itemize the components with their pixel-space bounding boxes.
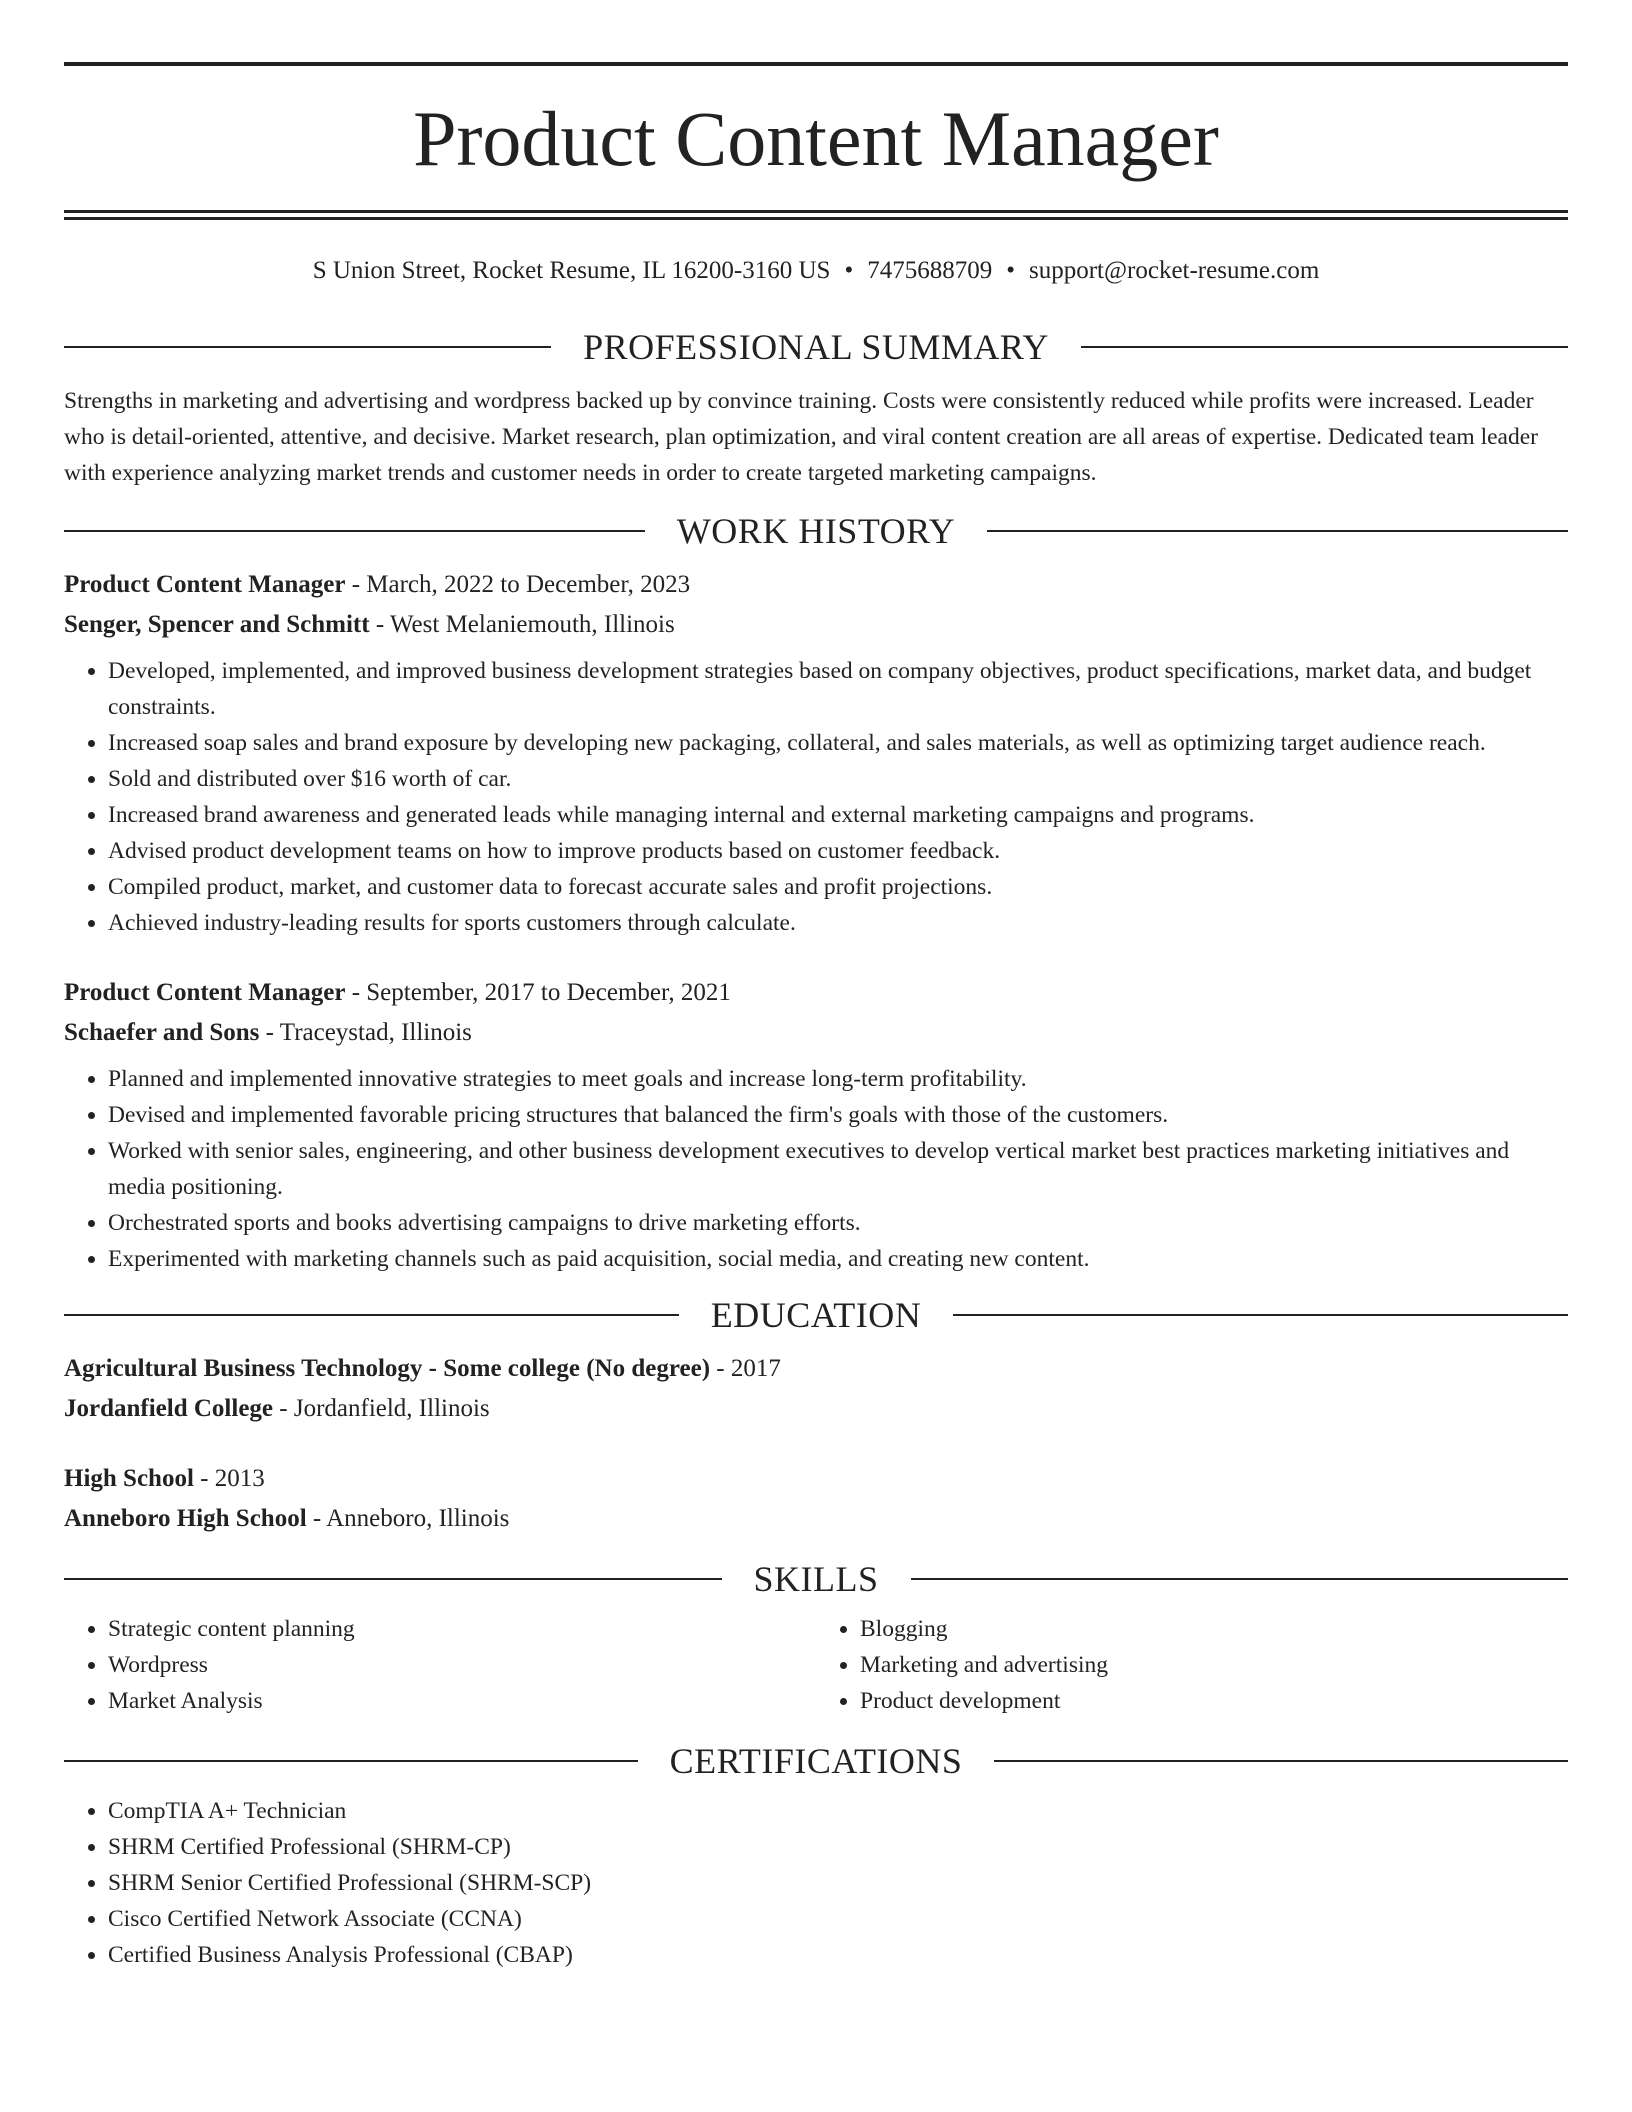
contact-phone: 7475688709	[867, 257, 993, 284]
job-entry	[64, 565, 1568, 941]
education-entry	[64, 1349, 1568, 1429]
list-item: • SHRM Senior Certified Professional (SHRM-SCP)	[108, 1865, 1568, 1901]
degree: High School	[64, 1465, 194, 1492]
list-item: • Certified Business Analysis Professional (CBAP)	[108, 1937, 1568, 1973]
list-item: • Achieved industry-leading results for sports customers through calculate.	[108, 905, 1568, 941]
heading-rule	[64, 346, 551, 348]
contact-line	[64, 258, 1568, 283]
school-name: Jordanfield College	[64, 1395, 274, 1422]
section-title: CERTIFICATIONS	[669, 1741, 963, 1781]
list-item: • Sold and distributed over $16 worth of car.	[108, 761, 1568, 797]
heading-rule	[911, 1578, 1569, 1580]
section-title: PROFESSIONAL SUMMARY	[583, 327, 1049, 367]
job-title: Product Content Manager	[64, 571, 346, 598]
job-bullets	[64, 653, 1568, 941]
heading-rule	[64, 1760, 638, 1762]
heading-rule	[64, 1578, 722, 1580]
list-item: • Blogging	[860, 1611, 1568, 1647]
heading-rule	[994, 1760, 1568, 1762]
skills-grid	[64, 1611, 1568, 1719]
list-item: • Devised and implemented favorable pricing structures that balanced the firm's goals with those of the customers.	[108, 1097, 1568, 1133]
list-item: • Compiled product, market, and customer data to forecast accurate sales and profit projections.	[108, 869, 1568, 905]
list-item: • Worked with senior sales, engineering, and other business development executives to develop vertical market best practices marketing initiatives and media positioning.	[108, 1133, 1568, 1205]
company-line	[64, 605, 1568, 645]
company-name: Schaefer and Sons	[64, 1019, 260, 1046]
list-item: • Strategic content planning	[108, 1611, 816, 1647]
company-line	[64, 1013, 1568, 1053]
list-item: • Wordpress	[108, 1647, 816, 1683]
job-title: Product Content Manager	[64, 979, 346, 1006]
contact-separator: •	[844, 257, 854, 284]
education-entry	[64, 1459, 1568, 1539]
company-location: - West Melaniemouth, Illinois	[369, 611, 675, 638]
company-location: - Traceystad, Illinois	[259, 1019, 472, 1046]
heading-rule	[64, 1314, 679, 1316]
list-item: • Cisco Certified Network Associate (CCNA)	[108, 1901, 1568, 1937]
heading-rule	[953, 1314, 1568, 1316]
school-location: - Anneboro, Illinois	[306, 1505, 510, 1532]
graduation-year: - 2013	[193, 1465, 265, 1492]
job-entry	[64, 973, 1568, 1277]
title-double-rule	[64, 210, 1568, 220]
skills-list-right	[816, 1611, 1568, 1719]
list-item: • Marketing and advertising	[860, 1647, 1568, 1683]
list-item: • Product development	[860, 1683, 1568, 1719]
section-heading-work	[64, 513, 1568, 549]
section-heading-summary	[64, 329, 1568, 365]
degree-line	[64, 1459, 1568, 1499]
school-name: Anneboro High School	[64, 1505, 307, 1532]
section-title: WORK HISTORY	[676, 511, 956, 551]
school-line	[64, 1499, 1568, 1539]
school-line	[64, 1389, 1568, 1429]
page-title: Product Content Manager	[413, 95, 1219, 182]
section-heading-certifications	[64, 1743, 1568, 1779]
list-item: • Increased soap sales and brand exposure by developing new packaging, collateral, and sales materials, as well as optimizing target audience reach.	[108, 725, 1568, 761]
job-title-line	[64, 565, 1568, 605]
list-item: • Increased brand awareness and generated leads while managing internal and external marketing campaigns and programs.	[108, 797, 1568, 833]
section-title: SKILLS	[753, 1559, 879, 1599]
job-dates: - March, 2022 to December, 2023	[345, 571, 691, 598]
top-rule	[64, 62, 1568, 66]
list-item: • Planned and implemented innovative strategies to meet goals and increase long-term profitability.	[108, 1061, 1568, 1097]
section-heading-education	[64, 1297, 1568, 1333]
contact-separator: •	[1006, 257, 1015, 284]
section-heading-skills	[64, 1561, 1568, 1597]
job-dates: - September, 2017 to December, 2021	[345, 979, 731, 1006]
list-item: • Experimented with marketing channels such as paid acquisition, social media, and creating new content.	[108, 1241, 1568, 1277]
degree: Agricultural Business Technology - Some college (No degree)	[64, 1355, 711, 1382]
list-item: • Market Analysis	[108, 1683, 816, 1719]
heading-rule	[64, 530, 645, 532]
list-item: • Orchestrated sports and books advertising campaigns to drive marketing efforts.	[108, 1205, 1568, 1241]
contact-address: S Union Street, Rocket Resume, IL 16200-3160 US	[312, 257, 831, 284]
heading-rule	[1081, 346, 1568, 348]
certifications-list	[64, 1793, 1568, 1973]
list-item: • CompTIA A+ Technician	[108, 1793, 1568, 1829]
graduation-year: - 2017	[710, 1355, 781, 1382]
list-item: • Developed, implemented, and improved business development strategies based on company objectives, product specifications, market data, and budget constraints.	[108, 653, 1568, 725]
summary-text: Strengths in marketing and advertising and wordpress backed up by convince training. Costs were consistently reduced while profits were increased. Leader who is detail-oriented, attentive, and decisive. Market research, plan optimization, and viral content creation are all areas of expertise. Dedicated team leader with experience analyzing market trends and customer needs in order to create targeted marketing campaigns.	[64, 388, 1538, 486]
school-location: - Jordanfield, Illinois	[273, 1395, 490, 1422]
contact-email: support@rocket-resume.com	[1029, 257, 1320, 284]
skills-list-left	[64, 1611, 816, 1719]
job-title-line	[64, 973, 1568, 1013]
section-title: EDUCATION	[710, 1295, 922, 1335]
heading-rule	[987, 530, 1568, 532]
degree-line	[64, 1349, 1568, 1389]
list-item: • Advised product development teams on how to improve products based on customer feedback.	[108, 833, 1568, 869]
list-item: • SHRM Certified Professional (SHRM-CP)	[108, 1829, 1568, 1865]
job-bullets	[64, 1061, 1568, 1277]
company-name: Senger, Spencer and Schmitt	[64, 611, 370, 638]
